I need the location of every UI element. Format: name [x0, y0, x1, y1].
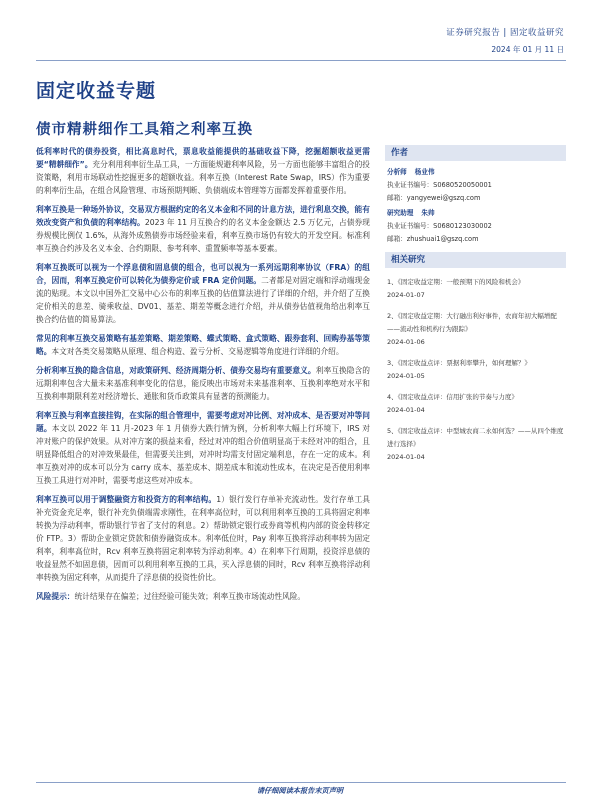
related-report-date: 2024-01-07 [387, 291, 425, 299]
related-report-date: 2024-01-04 [387, 406, 425, 414]
paragraph-body: 1）银行发行存单补充流动性。发行存单工具补充资金充足率，银行补充负债端需求刚性，在利率高位时，可以利用利率互换的工具将固定利率转换为浮动利率，帮助银行节省了支付的利息。2）帮助锁定银行或券商等机构内部的资金转移定价 FTP。3）帮助企业锁定贷款和债券融资成本。利率低位时，Pay 利率互换将浮动利率转为固定利率，利率高位时，Rcv 利率互换将固定利率转为浮动利率。4）在利率下行周期，投资浮息债的收益显然不如固息债，因而可以利用利率互换的工具，买入浮息债的同时，Rcv 利率互换将浮动利率转换为固定利率，从而提升了浮息债的投资性价比。 [36, 495, 370, 582]
analyst-name-line [387, 207, 564, 220]
analyst-email-line [387, 233, 564, 246]
related-report-item[interactable] [385, 276, 566, 302]
analyst-email-line [387, 192, 564, 205]
paragraph-body: 二者都是对固定端和浮动端现金流的贴现。本文以中国外汇交易中心公布的利率互换的估值算法进行了详细的介绍，并介绍了互换定价相关的息差、骑乘收益、DV01、基差、期差等概念进行介绍，并从债券估值视角给出利率互换合约估值的简易算法。 [36, 276, 370, 324]
page-header [0, 0, 600, 62]
related-report-date: 2024-01-05 [387, 372, 425, 380]
page-title: 固定收益专题 [36, 80, 157, 102]
report-date: 2024 年 01 月 11 日 [491, 45, 564, 54]
analyst-name-line [387, 166, 564, 179]
paragraph-lead: 常见的利率互换交易策略有基差策略、期差策略、蝶式策略、盒式策略、跟券套利、回购券基等策略。 [36, 334, 370, 356]
summary-paragraph-2 [36, 203, 370, 255]
analyst-list [385, 161, 566, 248]
summary-paragraph-3 [36, 261, 370, 326]
related-report-item[interactable] [385, 391, 566, 417]
paragraph-lead: 利率互换可以用于调整融资方和投资方的利率结构。 [36, 495, 217, 504]
header-divider [36, 60, 566, 61]
analyst-cert-line [387, 220, 564, 233]
related-report-item[interactable] [385, 310, 566, 349]
email-label: 邮箱： [387, 235, 407, 243]
main-content [36, 145, 370, 609]
report-type-label: 证券研究报告 | 固定收益研究 [446, 28, 564, 38]
analyst-name: 朱帅 [421, 209, 435, 217]
summary-paragraph-7 [36, 493, 370, 584]
summary-paragraph-4 [36, 332, 370, 358]
related-report-item[interactable] [385, 357, 566, 383]
analyst-email[interactable]: yangyewei@gszq.com [406, 194, 481, 202]
sidebar [385, 145, 566, 464]
related-report-title[interactable]: 4、《固定收益点评：信用扩张的节奏与力度》 [387, 393, 518, 401]
cert-number: S0680520050001 [433, 181, 492, 189]
paragraph-lead: 低利率时代的债券投资，相比高息时代，票息收益能提供的基础收益下降，挖掘超额收益更需要“精耕细作”。 [36, 147, 370, 169]
risk-lead: 风险提示： [36, 592, 75, 601]
summary-paragraph-6 [36, 409, 370, 487]
footer-divider [36, 782, 566, 783]
footer-disclaimer: 请仔细阅读本报告末页声明 [256, 786, 344, 795]
related-report-item[interactable] [385, 425, 566, 464]
related-heading: 相关研究 [385, 252, 566, 268]
paragraph-body: 本文以 2022 年 11 月-2023 年 1 月债券大跌行情为例，分析利率大幅上行环境下，IRS 对冲对账户的保护效果。从对冲方案的损益来看，经过对冲的组合价值明显高于未经对冲的组合，且明显降低组合的对冲效果最佳，但需要关注到，对冲时均需支付固定端利息，存在一定的成本。利率互换对冲的成本可以分为 carry 成本、基差成本、期差成本和流动性成本，在决定是否使用利率互换工具进行对冲时，需要考虑这些对冲成本。 [36, 424, 370, 485]
analyst-name: 杨业伟 [414, 168, 435, 176]
cert-number: S0680123030002 [433, 222, 492, 230]
related-report-title[interactable]: 2、《固定收益定期：大行融出利好事件，农商年初大幅增配——流动性和机构行为跟踪》 [387, 312, 557, 333]
paragraph-lead: 分析利率互换的隐含信息，对政策研判、经济周期分析、债券交易均有重要意义。 [36, 366, 316, 375]
paragraph-body: 本文对各类交易策略从原理、组合构造、盈亏分析、交易逻辑等角度进行详细的介绍。 [51, 347, 344, 356]
analyst-role: 分析师 [387, 168, 407, 176]
related-report-title[interactable]: 3、《固定收益点评：票据利率攀升，如何理解？》 [387, 359, 531, 367]
risk-warning [36, 590, 370, 603]
authors-heading: 作者 [385, 145, 566, 161]
analyst-role: 研究助理 [387, 209, 414, 217]
related-report-title[interactable]: 1、《固定收益定期：一般预期下的风险和机会》 [387, 278, 525, 286]
risk-body: 统计结果存在偏差；过往经验可能失效；利率互换市场流动性风险。 [74, 592, 306, 601]
analyst-email[interactable]: zhushuai1@gszq.com [406, 235, 479, 243]
related-report-title[interactable]: 5、《固定收益点评：中型城农商二永如何选？——从四个维度进行选择》 [387, 427, 564, 448]
related-report-date: 2024-01-04 [387, 453, 425, 461]
cert-label: 执业证书编号： [387, 222, 434, 230]
related-research [385, 252, 566, 464]
paragraph-lead: 利率互换与利率直接挂钩，在实际的组合管理中，需要考虑对冲比例、对冲成本、是否要对冲等问题。 [36, 411, 370, 433]
paragraph-lead: 利率互换是一种场外协议，交易双方根据约定的名义本金和不同的计息方法，进行利息交换，能有效改变资产和负债的利率结构。 [36, 205, 370, 227]
paragraph-body: 充分利用利率衍生品工具，一方面能规避利率风险，另一方面也能够丰富组合的投资策略，利用市场联动性挖掘更多的超额收益。利率互换（Interest Rate Swap，IRS）作为重要的利率衍生品，在组合风险管理、市场预期判断、负债端成本管理等方面都发挥着重要作用。 [36, 160, 370, 195]
summary-paragraph-5 [36, 364, 370, 403]
summary-paragraph-1 [36, 145, 370, 197]
related-report-date: 2024-01-06 [387, 338, 425, 346]
email-label: 邮箱： [387, 194, 407, 202]
report-subtitle: 债市精耕细作工具箱之利率互换 [36, 122, 253, 138]
paragraph-lead: 利率互换既可以视为一个浮息债和固息债的组合，也可以视为一系列远期利率协议（FRA）的组合，因而，利率互换定价可以转化为债券定价或 FRA 定价问题。 [36, 263, 370, 285]
paragraph-body: 2023 年 11 月互换合约的名义本金金额达 2.5 万亿元，占债券现券规模比例仅 1.6%，从海外成熟债券市场经验来看，利率互换市场仍有较大的开发空间。标准利率互换合约涉及名义本金、合约期限、参考利率、重置频率等基本要素。 [36, 218, 370, 253]
analyst-cert-line [387, 179, 564, 192]
paragraph-body: 利率互换隐含的远期利率包含大量未来基准利率变化的信息，能反映出市场对未来基准利率、互换利率绝对水平和互换利率期限利差对经济增长、通胀和货币政策具有显著的预测能力。 [36, 366, 370, 401]
cert-label: 执业证书编号： [387, 181, 434, 189]
